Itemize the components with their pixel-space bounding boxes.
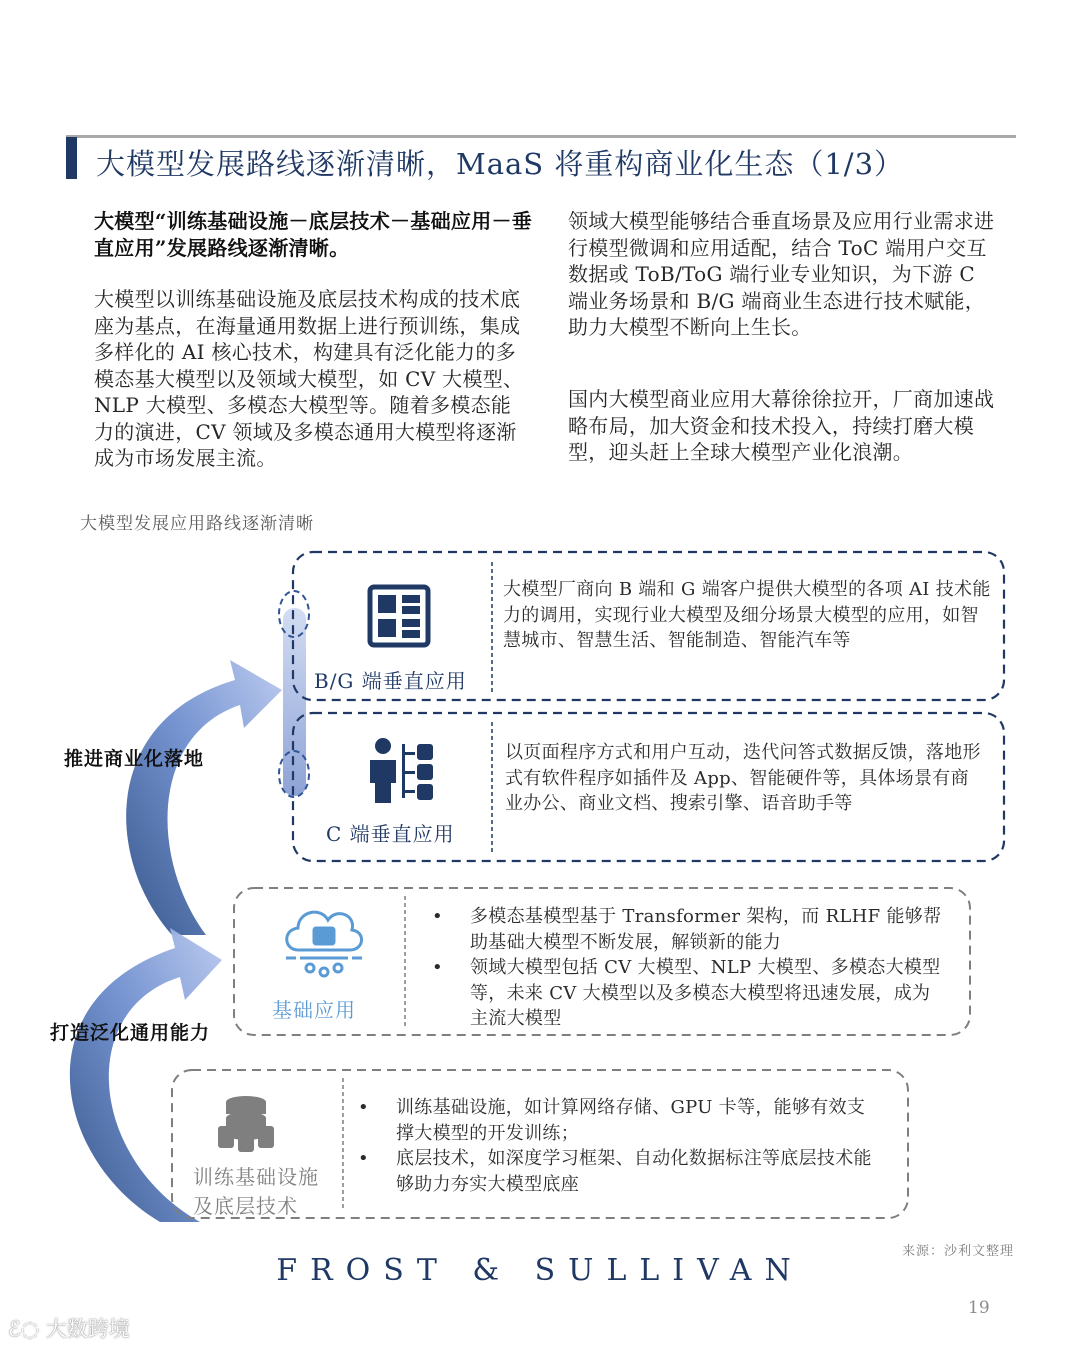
page-title: 大模型发展路线逐渐清晰，MaaS 将重构商业化生态（1/3） [96, 147, 905, 181]
infra-bullet-list [358, 1095, 878, 1197]
title-accent-bar [66, 137, 77, 179]
cloud-chip-icon [286, 912, 362, 976]
infra-layer-label [193, 1163, 319, 1221]
c-layer-label: C 端垂直应用 [326, 822, 455, 846]
left-heading: 大模型“训练基础设施－底层技术－基础应用－垂直应用”发展路线逐渐清晰。 [94, 209, 533, 260]
source-note: 来源：沙利文整理 [902, 1244, 1015, 1259]
bg-layer-label: B/G 端垂直应用 [314, 669, 467, 693]
header-rule [66, 135, 1016, 138]
brand-logo-text: FROST & SULLIVAN [276, 1253, 804, 1288]
list-item: • 领域大模型包括 CV 大模型、NLP 大模型、多模态大模型等，未来 CV 大模型以及多模态大模型将迅速发展，成为主流大模型 [432, 955, 948, 1032]
foundation-layer-label: 基础应用 [272, 998, 356, 1022]
left-body-paragraph: 大模型以训练基础设施及底层技术构成的技术底座为基点，在海量通用数据上进行预训练，集成多样化的 AI 核心技术，构建具有泛化能力的多模态基大模型以及领域大模型，如 CV 大模型、NLP 大模型、多模态大模型等。随着多模态能力的演进，CV 领域及多模态通用大模型将逐渐成为市场发展主流。 [94, 287, 524, 470]
page-number: 19 [968, 1298, 990, 1318]
watermark-text: 大数跨境 [45, 1317, 130, 1341]
grid-dashboard-icon [370, 587, 428, 645]
c-layer-text: 以页面程序方式和用户互动，迭代问答式数据反馈，落地形式有软件程序如插件及 App、智能硬件等，具体场景有商业办公、商业文档、搜索引擎、语音助手等 [505, 742, 981, 814]
watermark [8, 1313, 130, 1343]
foundation-bullet-list [432, 904, 948, 1032]
server-database-icon [218, 1096, 274, 1152]
vertical-pillar [283, 608, 306, 796]
bg-layer-text: 大模型厂商向 B 端和 G 端客户提供大模型的各项 AI 技术能力的调用，实现行业大模型及细分场景大模型的应用，如智慧城市、智慧生活、智能制造、智能汽车等 [503, 579, 991, 651]
right-paragraph-2: 国内大模型商业应用大幕徐徐拉开，厂商加速战略布局，加大资金和技术投入，持续打磨大模型，迎头赶上全球大模型产业化浪潮。 [568, 387, 995, 464]
figure-caption: 大模型发展应用路线逐渐清晰 [80, 514, 314, 534]
list-item: • 多模态基模型基于 Transformer 架构，而 RLHF 能够帮助基础大模型不断发展，解锁新的能力 [432, 904, 948, 955]
watermark-logo-icon: ℰ◌ [8, 1317, 46, 1341]
side-label-commercialization: 推进商业化落地 [64, 748, 205, 770]
right-paragraph-1: 领域大模型能够结合垂直场景及应用行业需求进行模型微调和应用适配，结合 ToC 端用户交互数据或 ToB/ToG 端行业专业知识，为下游 C 端业务场景和 B/G 端商业生态进行技术赋能，助力大模型不断向上生长。 [568, 209, 995, 339]
list-item: • 训练基础设施，如计算网络存储、GPU 卡等，能够有效支撑大模型的开发训练； [358, 1095, 878, 1146]
person-network-icon [370, 738, 433, 803]
infra-label-line-2: 及底层技术 [193, 1194, 298, 1218]
infra-label-line-1: 训练基础设施 [193, 1165, 319, 1189]
side-label-generalization: 打造泛化通用能力 [50, 1022, 211, 1044]
upper-arrow-icon [126, 660, 282, 935]
list-item: • 底层技术，如深度学习框架、自动化数据标注等底层技术能够助力夯实大模型底座 [358, 1146, 878, 1197]
